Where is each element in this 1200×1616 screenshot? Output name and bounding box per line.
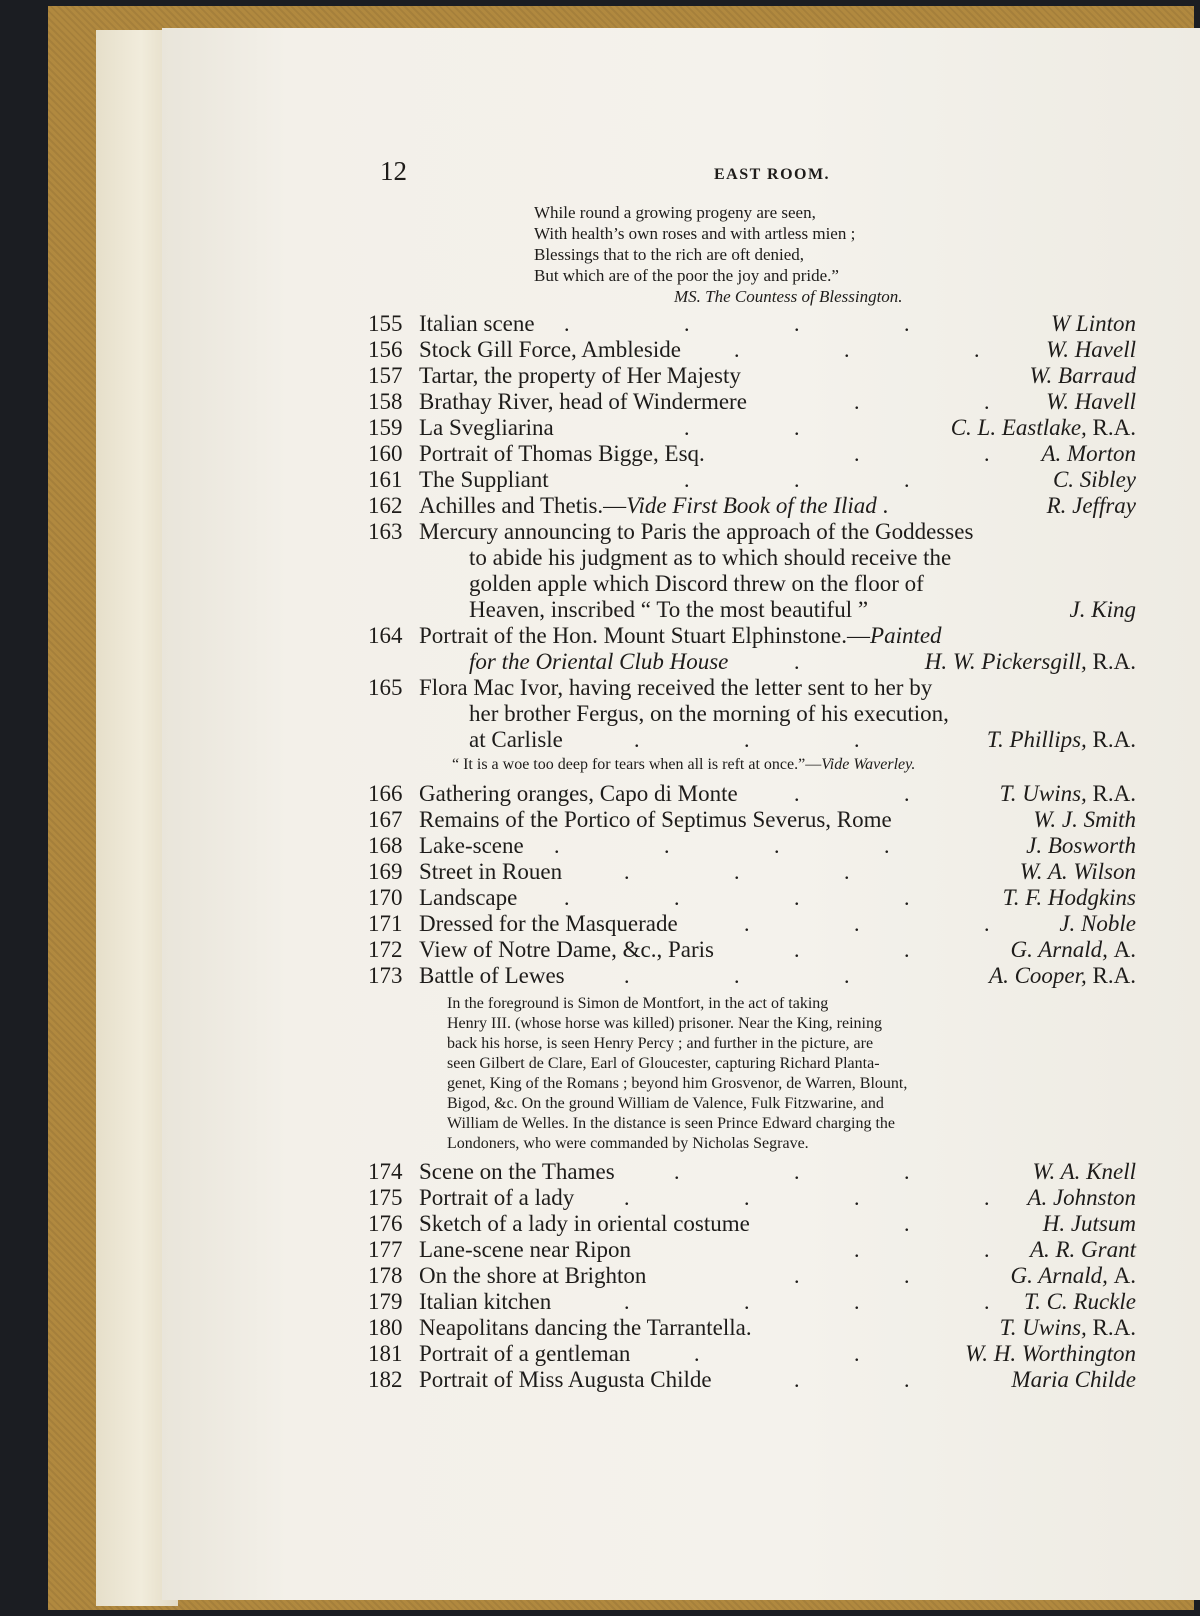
entry-title: Tartar, the property of Her Majesty [419,363,741,388]
entry-number: 162 [368,493,403,518]
entry-last-line [162,597,1200,623]
catalogue-entry: 175 Portrait of a lady . . . . A. Johnston [368,1185,1136,1210]
entry-title: Italian scene [419,311,535,336]
entry-title: Brathay River, head of Windermere [419,389,747,414]
entry-title: Stock Gill Force, Ambleside [419,337,681,362]
entry-quote: “ It is a woe too deep for tears when all is reft at once.”—Vide Waverley. [452,756,916,773]
entry-number: 158 [368,389,403,414]
entry-artist: W. A. Wilson [1019,859,1136,884]
entry-number: 165 [368,675,403,700]
page-number: 12 [380,156,407,186]
entry-number: 164 [368,623,403,648]
entry-artist: T. Uwins, R.A. [999,781,1136,806]
entry-note-line: Bigod, &c. On the ground William de Valence, Fulk Fitzwarine, and [447,1095,884,1112]
catalogue-entry: 168 Lake-scene . . . . J. Bosworth [368,833,1136,858]
entry-number: 178 [368,1263,403,1288]
entry-title: Achilles and Thetis.—Vide First Book of the Iliad . [419,493,889,518]
catalogue-entry: 178 On the shore at Brighton . . G. Arnald, A. [368,1263,1136,1288]
entry-title: Street in Rouen [419,859,563,884]
entry-number: 167 [368,807,403,832]
entry-title: Lake-scene [419,833,524,858]
entry-number: 177 [368,1237,403,1262]
entry-title: Portrait of Thomas Bigge, Esq. [419,441,705,466]
entry-artist: W. J. Smith [1033,807,1136,832]
entry-artist: C. Sibley [1052,467,1136,492]
entry-artist: W. Havell [1046,337,1136,362]
entry-title: Portrait of the Hon. Mount Stuart Elphinstone.—Painted [419,623,942,648]
entry-artist: H. Jutsum [1042,1211,1136,1236]
entry-last-line: at Carlisle . . . T. Phillips, R.A. [469,727,1136,752]
entry-continuation: golden apple which Discord threw on the floor of [469,571,924,596]
catalogue-entry [162,493,1200,519]
entry-artist: G. Arnald, A. [1010,937,1136,962]
verse-attribution: MS. The Countess of Blessington. [674,287,903,306]
entry-last-line: for the Oriental Club House . H. W. Pickersgill, R.A. [469,649,1136,674]
entry-number: 159 [368,415,403,440]
entry-number: 176 [368,1211,403,1236]
entry-number: 168 [368,833,403,858]
entry-artist: T. Uwins, R.A. [999,1315,1136,1340]
running-head: EAST ROOM. [714,166,831,183]
entry-note-line: genet, King of the Romans ; beyond him Grosvenor, de Warren, Blount, [447,1075,908,1092]
entry-number: 166 [368,781,403,806]
entry-continuation: to abide his judgment as to which should receive the [469,545,952,570]
entry-number: 156 [368,337,403,362]
entry-title: View of Notre Dame, &c., Paris [419,937,714,962]
entry-number: 169 [368,859,403,884]
entry-artist: J. Bosworth [1026,833,1136,858]
entry-artist: G. Arnald, A. [1010,1263,1136,1288]
entry-artist: W. A. Knell [1032,1159,1136,1184]
entry-number: 182 [368,1367,403,1392]
entry-note-line: Henry III. (whose horse was killed) prisoner. Near the King, reining [447,1015,882,1032]
catalogue-entry: 176 Sketch of a lady in oriental costume . H. Jutsum [368,1211,1136,1236]
catalogue-entry [162,519,1200,545]
catalogue-entry: 166 Gathering oranges, Capo di Monte . . T. Uwins, R.A. [368,781,1136,806]
entry-artist: W. Havell [1046,389,1136,414]
entry-note-line: back his horse, is seen Henry Percy ; and further in the picture, are [447,1035,874,1052]
entry-title: Portrait of a gentleman [419,1341,631,1366]
entry-artist: A. R. Grant [1029,1237,1136,1262]
entry-title: Landscape [419,885,518,910]
entry-continuation: at Carlisle [469,727,563,752]
verse-line: With health’s own roses and with artless mien ; [534,224,856,243]
verse-line: While round a growing progeny are seen, [534,203,816,222]
entry-number: 175 [368,1185,403,1210]
entry-number: 173 [368,963,403,988]
entry-title: Remains of the Portico of Septimus Severus, Rome [419,807,892,832]
entry-title: Neapolitans dancing the Tarrantella. [419,1315,752,1340]
entry-continuation: Heaven, inscribed “ To the most beautiful ” [469,597,869,622]
catalogue-entry [162,1315,1200,1341]
entry-title: Mercury announcing to Paris the approach of the Goddesses [419,519,974,544]
entry-number: 171 [368,911,403,936]
entry-number: 172 [368,937,403,962]
catalogue-entry: 155 Italian scene . . . . W Linton [368,311,1136,336]
entry-artist: J. Noble [1059,911,1136,936]
entry-number: 179 [368,1289,403,1314]
catalogue-entry: 158 Brathay River, head of Windermere . . W. Havell [368,389,1136,414]
catalogue-entry [162,623,1200,649]
catalogue-entry: 182 Portrait of Miss Augusta Childe . . Maria Childe [368,1367,1136,1392]
entry-title: La Svegliarina [419,415,554,440]
entry-artist: A. Cooper, R.A. [989,963,1136,988]
entry-artist: W. Barraud [1029,363,1136,388]
entry-artist: Maria Childe [1011,1367,1136,1392]
entry-number: 160 [368,441,403,466]
entry-artist: W Linton [1051,311,1136,336]
catalogue-entry: 179 Italian kitchen . . . . T. C. Ruckle [368,1289,1136,1314]
entry-title: Scene on the Thames [419,1159,615,1184]
entry-artist: C. L. Eastlake, R.A. [950,415,1136,440]
entry-note-line: seen Gilbert de Clare, Earl of Gloucester, capturing Richard Planta- [447,1055,880,1072]
entry-number: 161 [368,467,403,492]
catalogue-entry: 170 Landscape . . . . T. F. Hodgkins [368,885,1136,910]
entry-title: Portrait of Miss Augusta Childe [419,1367,712,1392]
entry-number: 170 [368,885,403,910]
entry-number: 174 [368,1159,403,1184]
entry-title: Sketch of a lady in oriental costume [419,1211,750,1236]
entry-title: Gathering oranges, Capo di Monte [419,781,738,806]
entry-title: Lane-scene near Ripon [419,1237,632,1262]
entry-artist: J. King [1069,597,1136,622]
entry-number: 155 [368,311,403,336]
entry-number: 163 [368,519,403,544]
verse-line: Blessings that to the rich are oft denied, [534,245,805,264]
entry-continuation: for the Oriental Club House [469,649,729,674]
entry-title: On the shore at Brighton [419,1263,647,1288]
catalogue-entry [162,363,1200,389]
entry-artist: A. Johnston [1027,1185,1136,1210]
entry-artist: T. C. Ruckle [1024,1289,1136,1314]
entry-title: Flora Mac Ivor, having received the letter sent to her by [419,675,933,700]
entry-artist: H. W. Pickersgill, R.A. [924,649,1136,674]
entry-title: Portrait of a lady [419,1185,575,1210]
catalogue-entry: 159 La Svegliarina . . C. L. Eastlake, R.A. [368,415,1136,440]
verse-line: But which are of the poor the joy and pride.” [534,266,839,285]
entry-title: The Suppliant [419,467,549,492]
catalogue-entry: 173 Battle of Lewes . . . A. Cooper, R.A. [368,963,1136,988]
entry-artist: A. Morton [1041,441,1136,466]
catalogue-entry: 161 The Suppliant . . . C. Sibley [368,467,1136,492]
catalogue-entry [162,675,1200,701]
entry-note-line: William de Welles. In the distance is seen Prince Edward charging the [447,1115,896,1132]
entry-number: 180 [368,1315,403,1340]
catalogue-entry: 174 Scene on the Thames . . . W. A. Knell [368,1159,1136,1184]
entry-note-line: Londoners, who were commanded by Nicholas Segrave. [447,1135,809,1152]
catalogue-entry: 171 Dressed for the Masquerade . . . J. Noble [368,911,1136,936]
entry-note-line: In the foreground is Simon de Montfort, in the act of taking [447,995,829,1012]
catalogue-entry: 156 Stock Gill Force, Ambleside . . . W. Havell [368,337,1136,362]
catalogue-entry: 172 View of Notre Dame, &c., Paris . . G. Arnald, A. [368,937,1136,962]
catalogue-entry: 160 Portrait of Thomas Bigge, Esq. . . A. Morton [368,441,1136,466]
entry-title: Battle of Lewes [419,963,565,988]
catalogue-entry: 177 Lane-scene near Ripon . . A. R. Grant [368,1237,1136,1262]
entry-artist: T. F. Hodgkins [1002,885,1136,910]
entry-title: Italian kitchen [419,1289,552,1314]
entry-artist: T. Phillips, R.A. [986,727,1136,752]
catalogue-page [162,28,1200,1600]
catalogue-entry: 181 Portrait of a gentleman . . W. H. Worthington [368,1341,1136,1366]
entry-number: 181 [368,1341,403,1366]
entry-artist: R. Jeffray [1046,493,1136,518]
entry-continuation: her brother Fergus, on the morning of his execution, [469,701,949,726]
entry-artist: W. H. Worthington [965,1341,1136,1366]
catalogue-entry: 169 Street in Rouen . . . W. A. Wilson [368,859,1136,884]
entry-title: Dressed for the Masquerade [419,911,678,936]
entry-number: 157 [368,363,403,388]
catalogue-entry [162,807,1200,833]
